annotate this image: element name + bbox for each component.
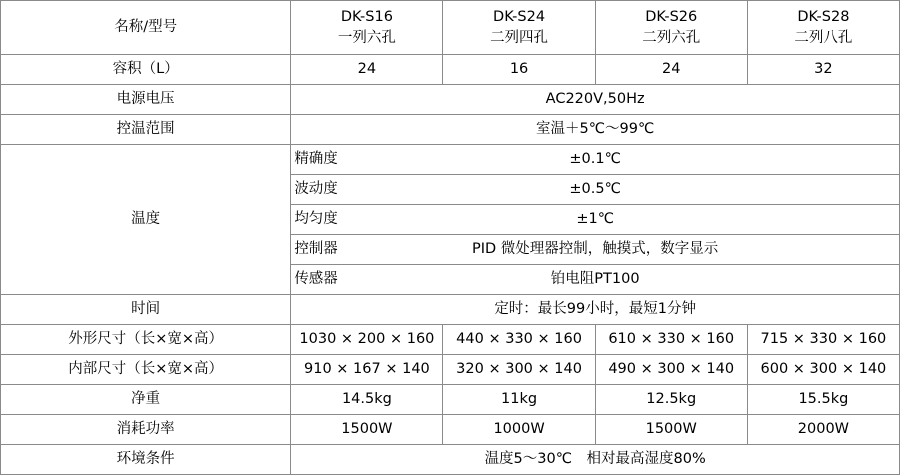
table-row-environment (1, 445, 900, 475)
outer-dimensions-3: 715 × 330 × 160 (747, 325, 899, 355)
model-code-2: DK-S26 (645, 8, 698, 25)
net-weight-1: 11kg (443, 385, 595, 415)
header-model-1 (443, 1, 595, 55)
row-label-power: 消耗功率 (1, 415, 291, 445)
power-1: 1000W (443, 415, 595, 445)
environment-value: 温度5～30℃ 相对最高湿度80% (291, 445, 900, 475)
row-label-temp-range: 控温范围 (1, 115, 291, 145)
model-code-1: DK-S24 (493, 8, 546, 25)
table-row-net-weight (1, 385, 900, 415)
row-label-outer-dimensions: 外形尺寸（长×宽×高） (1, 325, 291, 355)
volume-value-0: 24 (291, 55, 443, 85)
outer-dimensions-0: 1030 × 200 × 160 (291, 325, 443, 355)
model-code-3: DK-S28 (797, 8, 850, 25)
temp-accuracy-value: ±0.1℃ (291, 145, 900, 175)
voltage-value: AC220V,50Hz (291, 85, 900, 115)
header-model-2 (595, 1, 747, 55)
header-model-0 (291, 1, 443, 55)
model-code-0: DK-S16 (340, 8, 393, 25)
table-row-volume (1, 55, 900, 85)
power-3: 2000W (747, 415, 899, 445)
net-weight-3: 15.5kg (747, 385, 899, 415)
inner-dimensions-0: 910 × 167 × 140 (291, 355, 443, 385)
model-desc-3: 二列八孔 (794, 29, 853, 46)
volume-value-3: 32 (747, 55, 899, 85)
row-label-voltage: 电源电压 (1, 85, 291, 115)
outer-dimensions-2: 610 × 330 × 160 (595, 325, 747, 355)
volume-value-1: 16 (443, 55, 595, 85)
table-row-inner-dimensions (1, 355, 900, 385)
model-desc-1: 二列四孔 (490, 29, 549, 46)
table-row-outer-dimensions (1, 325, 900, 355)
table-row-temp-accuracy (1, 145, 900, 175)
power-0: 1500W (291, 415, 443, 445)
row-label-environment: 环境条件 (1, 445, 291, 475)
table-row-temp-range (1, 115, 900, 145)
table-row-power (1, 415, 900, 445)
inner-dimensions-3: 600 × 300 × 140 (747, 355, 899, 385)
power-2: 1500W (595, 415, 747, 445)
row-label-time: 时间 (1, 295, 291, 325)
group-label-temperature: 温度 (1, 145, 291, 295)
temp-uniformity-value: ±1℃ (291, 205, 900, 235)
row-label-inner-dimensions: 内部尺寸（长×宽×高） (1, 355, 291, 385)
header-model-3 (747, 1, 899, 55)
controller-value: PID 微处理器控制，触摸式，数字显示 (291, 235, 900, 265)
temp-range-value: 室温＋5℃～99℃ (291, 115, 900, 145)
row-label-net-weight: 净重 (1, 385, 291, 415)
table-row-header (1, 1, 900, 55)
temp-fluctuation-value: ±0.5℃ (291, 175, 900, 205)
volume-value-2: 24 (595, 55, 747, 85)
header-name-model-label: 名称/型号 (1, 1, 291, 55)
net-weight-2: 12.5kg (595, 385, 747, 415)
outer-dimensions-1: 440 × 330 × 160 (443, 325, 595, 355)
row-label-volume: 容积（L） (1, 55, 291, 85)
net-weight-0: 14.5kg (291, 385, 443, 415)
model-desc-2: 二列六孔 (642, 29, 701, 46)
sensor-value: 铂电阻PT100 (291, 265, 900, 295)
inner-dimensions-1: 320 × 300 × 140 (443, 355, 595, 385)
time-value: 定时：最长99小时，最短1分钟 (291, 295, 900, 325)
table-row-voltage (1, 85, 900, 115)
table-row-time (1, 295, 900, 325)
model-desc-0: 一列六孔 (337, 29, 396, 46)
inner-dimensions-2: 490 × 300 × 140 (595, 355, 747, 385)
